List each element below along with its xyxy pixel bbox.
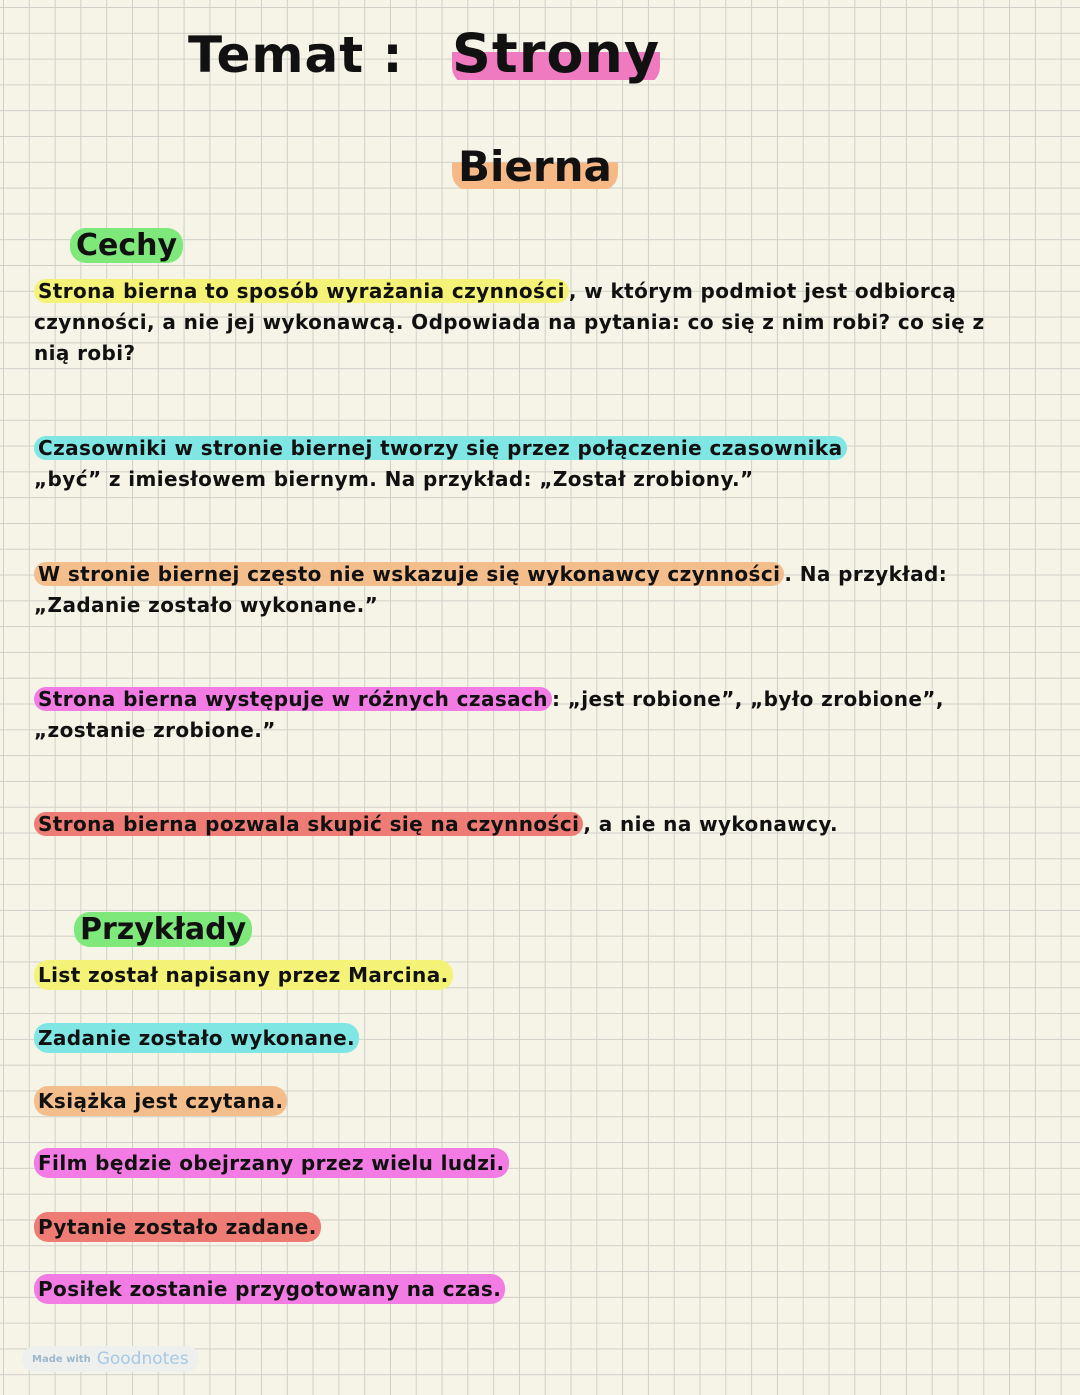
example-item: List został napisany przez Marcina. — [34, 960, 453, 990]
feature-paragraph — [34, 559, 994, 621]
feature-highlight: W stronie biernej często nie wskazuje się wykonawcy czynności — [34, 562, 784, 586]
feature-text: , a nie na wykonawcy. — [583, 812, 838, 836]
feature-paragraph — [34, 684, 994, 746]
goodnotes-badge — [22, 1346, 199, 1372]
feature-paragraph — [34, 809, 994, 840]
feature-text: „być” z imiesłowem biernym. Na przykład: „Został zrobiony.” — [34, 467, 754, 491]
subtitle-highlight: Bierna — [452, 142, 618, 191]
example-item: Książka jest czytana. — [34, 1086, 287, 1116]
example-item: Zadanie zostało wykonane. — [34, 1023, 359, 1053]
examples-heading-label: Przykłady — [74, 912, 252, 947]
feature-paragraph — [34, 433, 874, 495]
title-label: Temat : — [188, 26, 404, 84]
page-subtitle — [452, 142, 618, 191]
example-item: Film będzie obejrzany przez wielu ludzi. — [34, 1148, 509, 1178]
feature-highlight: Strona bierna to sposób wyrażania czynności — [34, 279, 569, 303]
feature-highlight: Strona bierna występuje w różnych czasach — [34, 687, 552, 711]
topic-highlight: Strony — [452, 22, 661, 85]
features-heading-label: Cechy — [70, 228, 183, 263]
feature-text: : „jest robione”, „było zrobione”, „zostanie zrobione.” — [34, 687, 944, 742]
feature-paragraph — [34, 276, 994, 369]
example-item: Pytanie zostało zadane. — [34, 1212, 321, 1242]
goodnotes-logo: Goodnotes — [96, 1349, 189, 1369]
example-item: Posiłek zostanie przygotowany na czas. — [34, 1274, 505, 1304]
examples-heading — [74, 912, 252, 947]
page-title — [452, 22, 660, 85]
feature-text: , w którym podmiot jest odbiorcą czynności, a nie jej wykonawcą. Odpowiada na pytania: co się z nim robi? co się z nią robi? — [34, 279, 985, 365]
features-heading — [70, 228, 183, 263]
feature-highlight: Czasowniki w stronie biernej tworzy się przez połączenie czasownika — [34, 436, 847, 460]
feature-highlight: Strona bierna pozwala skupić się na czynności — [34, 812, 583, 836]
made-with-label: Made with — [32, 1353, 91, 1365]
feature-text: . Na przykład: „Zadanie zostało wykonane.” — [34, 562, 948, 617]
